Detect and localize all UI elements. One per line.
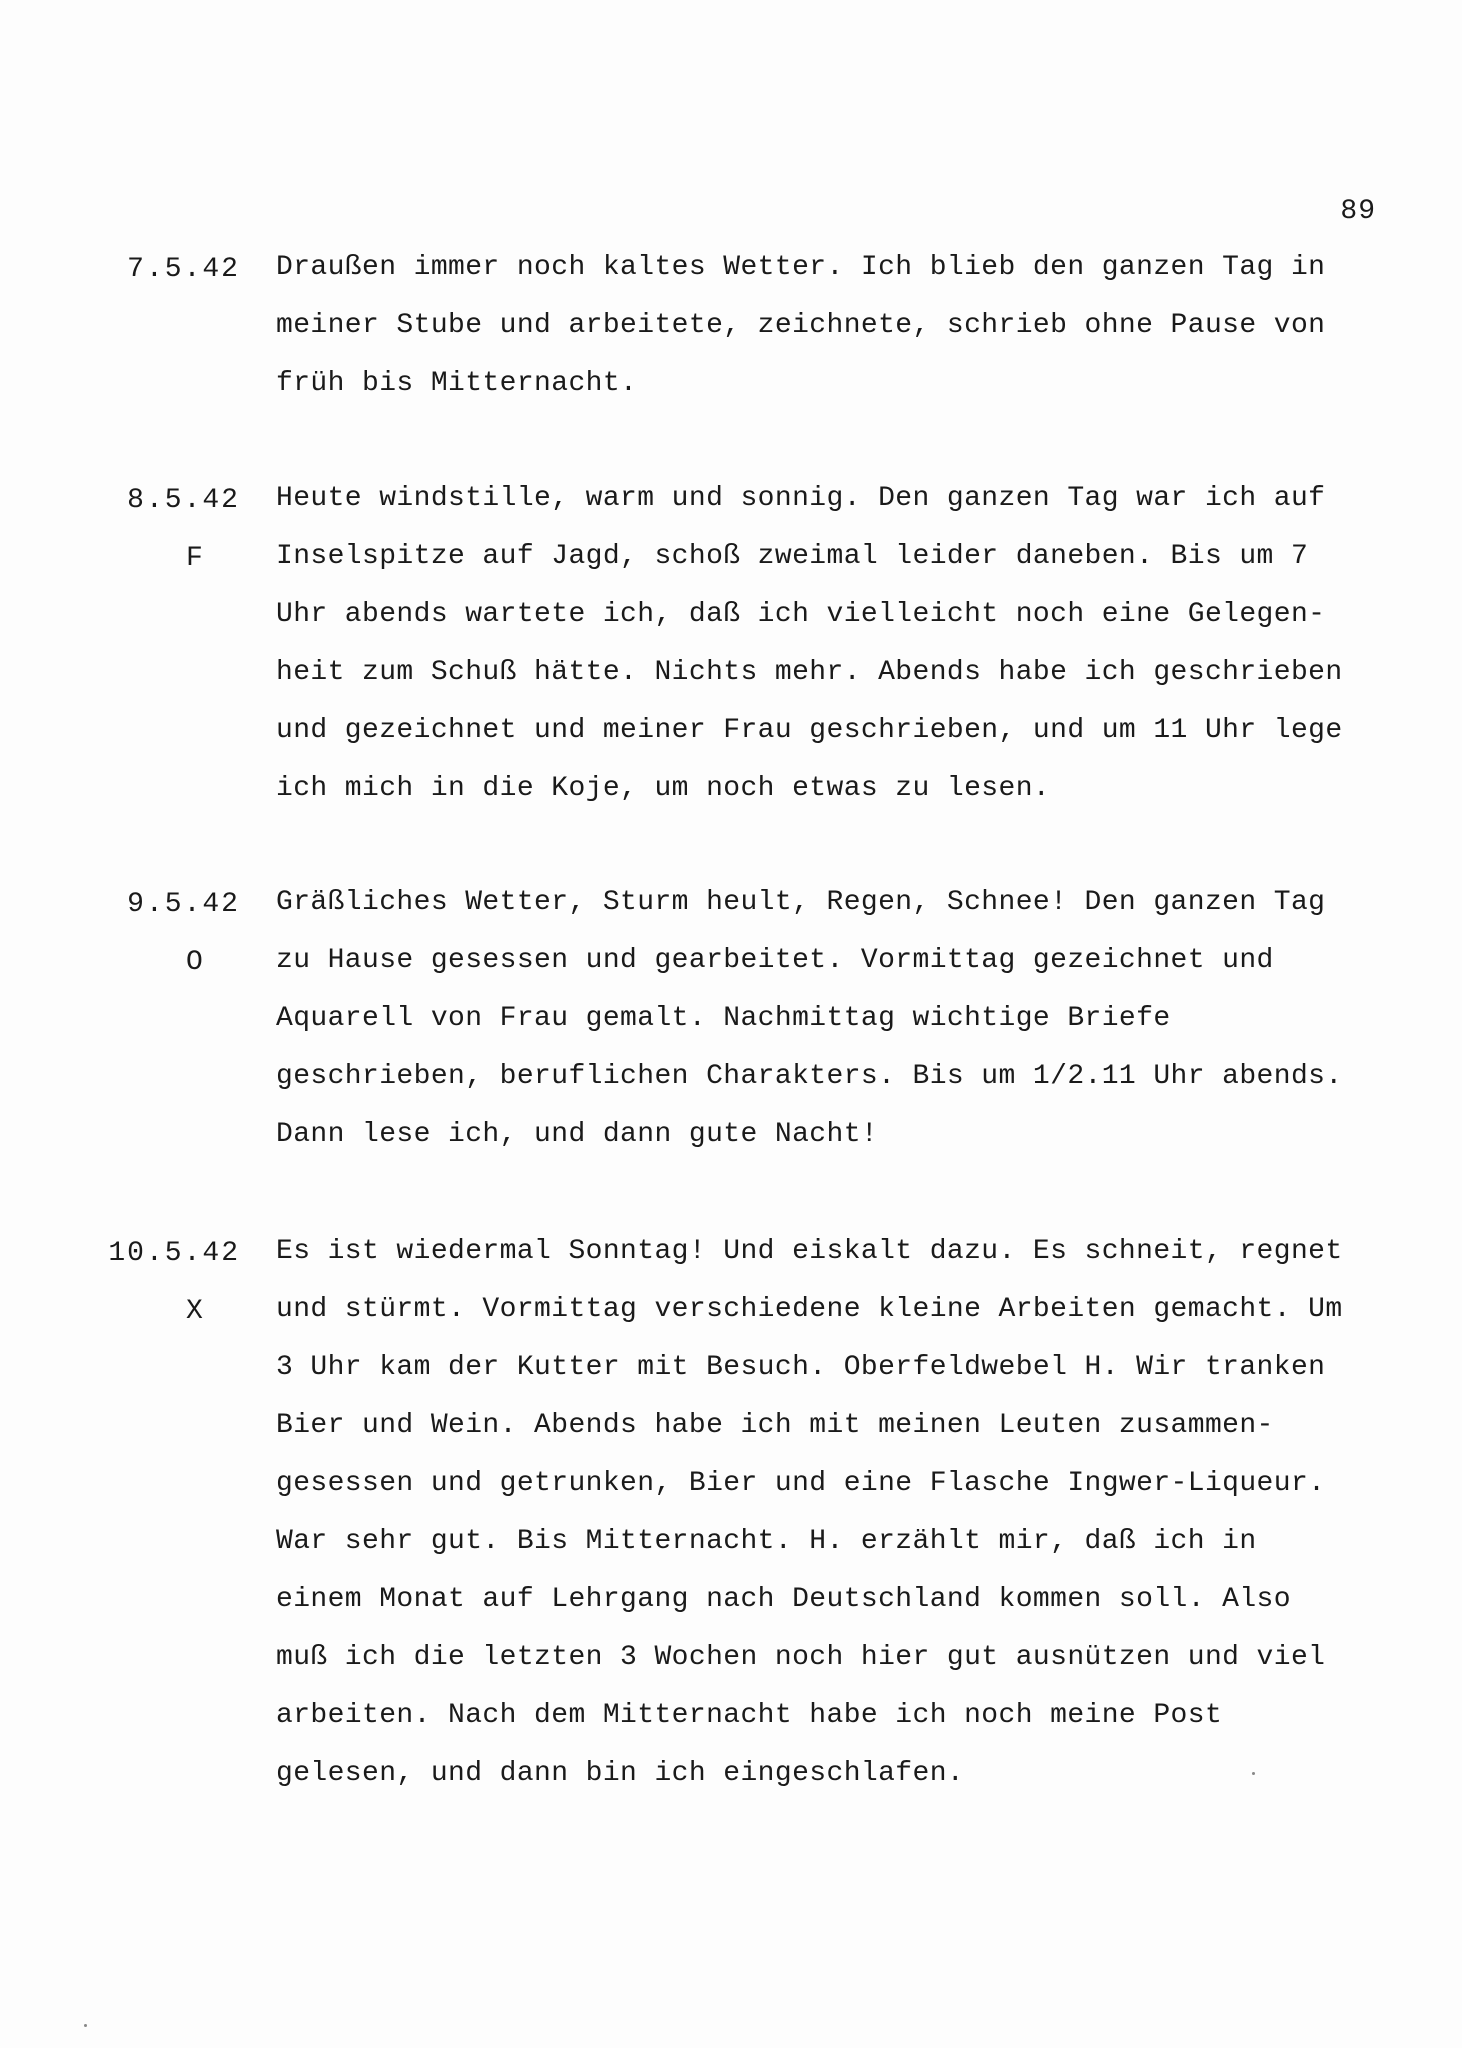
entry-line: muß ich die letzten 3 Wochen noch hier gut ausnützen und viel (276, 1642, 1326, 1673)
entry-line: Gräßliches Wetter, Sturm heult, Regen, Schnee! Den ganzen Tag (276, 887, 1326, 918)
entry-line: Dann lese ich, und dann gute Nacht! (276, 1119, 879, 1150)
entry-line: einem Monat auf Lehrgang nach Deutschland kommen soll. Also (276, 1584, 1291, 1615)
entry-date: 7.5.42 (127, 254, 240, 285)
entry-text (276, 1238, 1396, 1818)
entry-line: arbeiten. Nach dem Mitternacht habe ich noch meine Post (276, 1700, 1223, 1731)
entry-mark: X (186, 1296, 203, 1327)
entry-date: 10.5.42 (108, 1238, 240, 1269)
page-number: 89 (1340, 196, 1376, 227)
entry-line: Aquarell von Frau gemalt. Nachmittag wichtige Briefe (276, 1003, 1171, 1034)
entry-line: War sehr gut. Bis Mitternacht. H. erzählt mir, daß ich in (276, 1526, 1257, 1557)
scan-speck (84, 2024, 87, 2027)
entry-date: 8.5.42 (127, 485, 240, 516)
entry-line: Uhr abends wartete ich, daß ich vielleicht noch eine Gelegen- (276, 599, 1326, 630)
entry-line: früh bis Mitternacht. (276, 368, 638, 399)
entry-date: 9.5.42 (127, 889, 240, 920)
entry-line: Heute windstille, warm und sonnig. Den ganzen Tag war ich auf (276, 483, 1326, 514)
entry-line: geschrieben, beruflichen Charakters. Bis um 1/2.11 Uhr abends. (276, 1061, 1343, 1092)
entry-line: und stürmt. Vormittag verschiedene kleine Arbeiten gemacht. Um (276, 1294, 1343, 1325)
entry-line: Draußen immer noch kaltes Wetter. Ich blieb den ganzen Tag in (276, 252, 1326, 283)
entry-line: meiner Stube und arbeitete, zeichnete, schrieb ohne Pause von (276, 310, 1326, 341)
entry-mark: O (186, 947, 203, 978)
entry-line: heit zum Schuß hätte. Nichts mehr. Abends habe ich geschrieben (276, 657, 1343, 688)
entry-line: 3 Uhr kam der Kutter mit Besuch. Oberfeldwebel H. Wir tranken (276, 1352, 1326, 1383)
entry-line: gesessen und getrunken, Bier und eine Flasche Ingwer-Liqueur. (276, 1468, 1326, 1499)
entry-mark: F (186, 543, 203, 574)
entry-text (276, 254, 1396, 428)
entry-line: gelesen, und dann bin ich eingeschlafen. (276, 1758, 965, 1789)
entry-line: ich mich in die Koje, um noch etwas zu lesen. (276, 773, 1051, 804)
entry-text (276, 889, 1396, 1179)
entry-text (276, 485, 1396, 833)
entry-line: Inselspitze auf Jagd, schoß zweimal leider daneben. Bis um 7 (276, 541, 1309, 572)
entry-line: zu Hause gesessen und gearbeitet. Vormittag gezeichnet und (276, 945, 1274, 976)
entry-line: Es ist wiedermal Sonntag! Und eiskalt dazu. Es schneit, regnet (276, 1236, 1343, 1267)
scan-speck (1252, 1772, 1255, 1775)
entry-line: und gezeichnet und meiner Frau geschrieben, und um 11 Uhr lege (276, 715, 1343, 746)
entry-line: Bier und Wein. Abends habe ich mit meinen Leuten zusammen- (276, 1410, 1274, 1441)
